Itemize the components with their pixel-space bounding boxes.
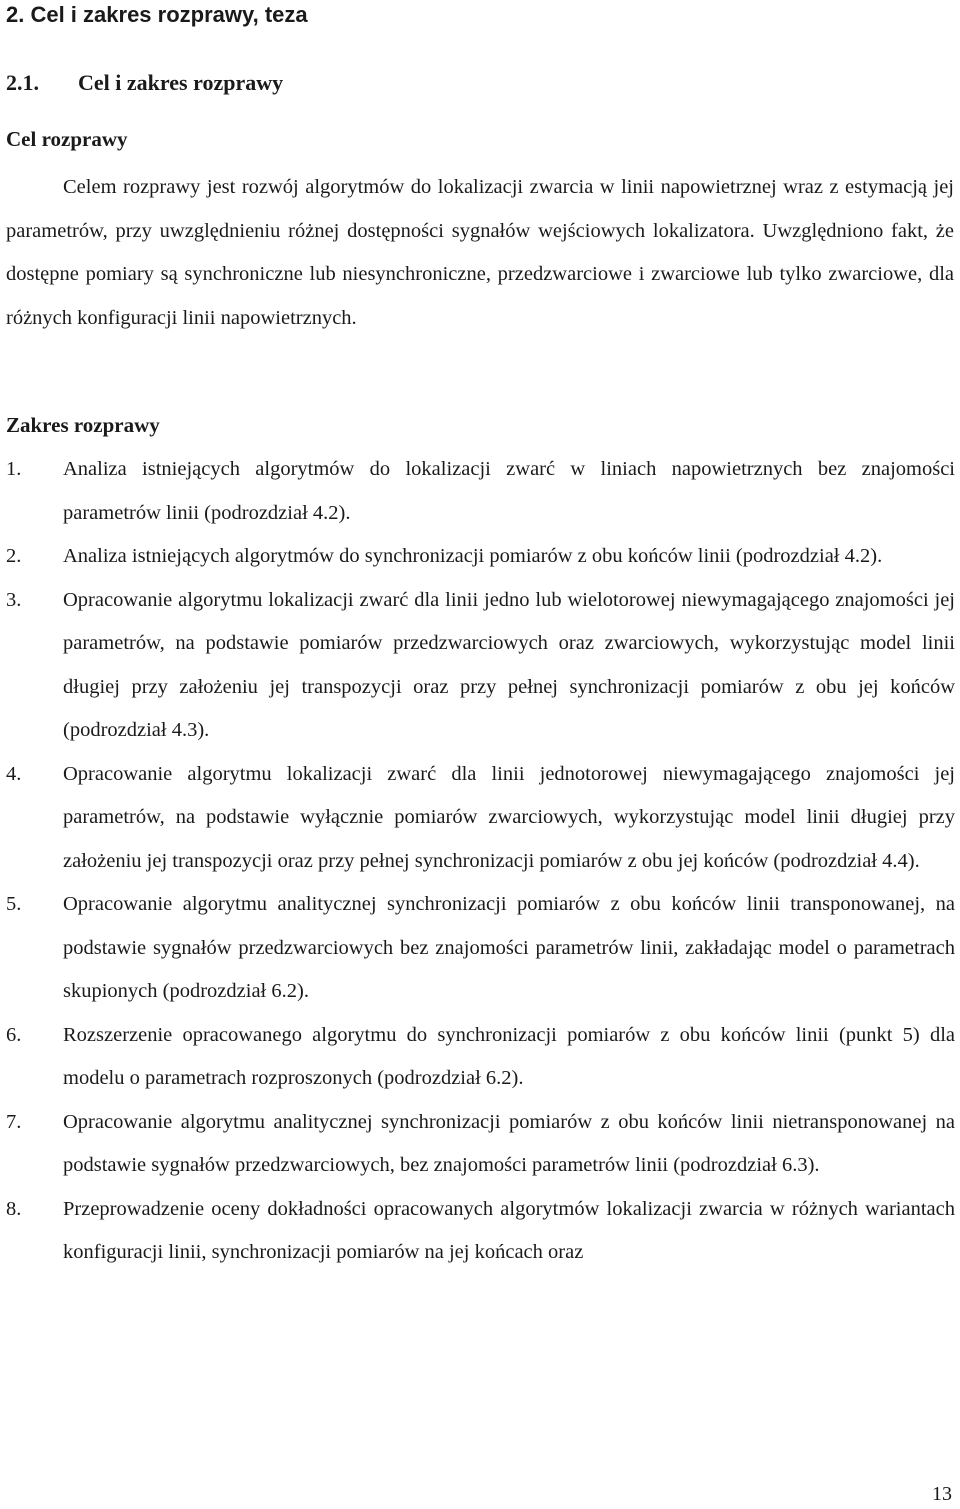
scope-item-number: 6.: [6, 1023, 22, 1046]
scope-item-4: [0, 753, 955, 884]
goal-paragraph: Celem rozprawy jest rozwój algorytmów do lokalizacji zwarcia w linii napowietrznej wraz z estymacją jej parametrów, przy uwzględnieniu różnej dostępności sygnałów wejściowych lokalizatora. Uwzględniono fakt, że dostępne pomiary są synchroniczne lub niesynchroniczne, przedzwarciowe i zwarciowe lub tylko zwarciowe, dla różnych konfiguracji linii napowietrznych.: [6, 176, 954, 329]
scope-item-5: [0, 883, 955, 1014]
scope-item-text: Opracowanie algorytmu lokalizacji zwarć dla linii jednotorowej niewymagającego znajomości jej parametrów, na podstawie wyłącznie pomiarów zwarciowych, wykorzystując model linii długiej przy założeniu jej transpozycji oraz przy pełnej synchronizacji pomiarów z obu jej końców (podrozdział 4.4).: [63, 762, 955, 872]
scope-item-7: [0, 1101, 955, 1188]
page-number: 13: [932, 1483, 952, 1505]
scope-item-number: 7.: [6, 1110, 22, 1133]
scope-item-text: Opracowanie algorytmu analitycznej synchronizacji pomiarów z obu końców linii transponowanej, na podstawie sygnałów przedzwarciowych bez znajomości parametrów linii, zakładając model o parametrach skupionych (podrozdział 6.2).: [63, 893, 955, 1002]
scope-item-number: 8.: [6, 1197, 22, 1220]
chapter-heading: 2. Cel i zakres rozprawy, teza: [6, 2, 308, 27]
scope-item-text: Analiza istniejących algorytmów do lokalizacji zwarć w liniach napowietrznych bez znajomości parametrów linii (podrozdział 4.2).: [63, 458, 955, 524]
scope-item-number: 5.: [6, 893, 22, 915]
scope-item-8: [0, 1188, 955, 1275]
scope-item-number: 1.: [6, 458, 22, 480]
scope-item-text: Rozszerzenie opracowanego algorytmu do synchronizacji pomiarów z obu końców linii (punkt 5) dla modelu o parametrach rozproszonych (podrozdział 6.2).: [63, 1023, 955, 1089]
scope-item-text: Analiza istniejących algorytmów do synchronizacji pomiarów z obu końców linii (podrozdział 4.2).: [63, 545, 883, 567]
scope-item-3: [0, 579, 955, 753]
scope-item-number: 4.: [6, 762, 22, 785]
section-number: 2.1.: [6, 70, 39, 95]
scope-item-6: [0, 1014, 955, 1101]
scope-heading: Zakres rozprawy: [6, 413, 160, 437]
section-title: Cel i zakres rozprawy: [78, 70, 284, 95]
scope-item-text: Przeprowadzenie oceny dokładności opracowanych algorytmów lokalizacji zwarcia w różnych wariantach konfiguracji linii, synchronizacji pomiarów na jej końcach oraz: [63, 1197, 955, 1263]
scope-item-number: 3.: [6, 588, 22, 611]
scope-item-text: Opracowanie algorytmu lokalizacji zwarć dla linii jedno lub wielotorowej niewymagającego znajomości jej parametrów, na podstawie pomiarów przedzwarciowych oraz zwarciowych, wykorzystując model linii długiej przy założeniu jej transpozycji oraz przy pełnej synchronizacji pomiarów z obu jej końców (podrozdział 4.3).: [63, 588, 955, 741]
section-heading: [6, 68, 283, 98]
scope-item-1: [0, 448, 955, 535]
goal-heading: Cel rozprawy: [6, 127, 128, 151]
scope-item-2: [0, 535, 955, 579]
scope-list: [0, 448, 960, 1275]
scope-item-number: 2.: [6, 545, 22, 567]
scope-item-text: Opracowanie algorytmu analitycznej synchronizacji pomiarów z obu końców linii nietransponowanej na podstawie sygnałów przedzwarciowych, bez znajomości parametrów linii (podrozdział 6.3).: [63, 1110, 955, 1176]
